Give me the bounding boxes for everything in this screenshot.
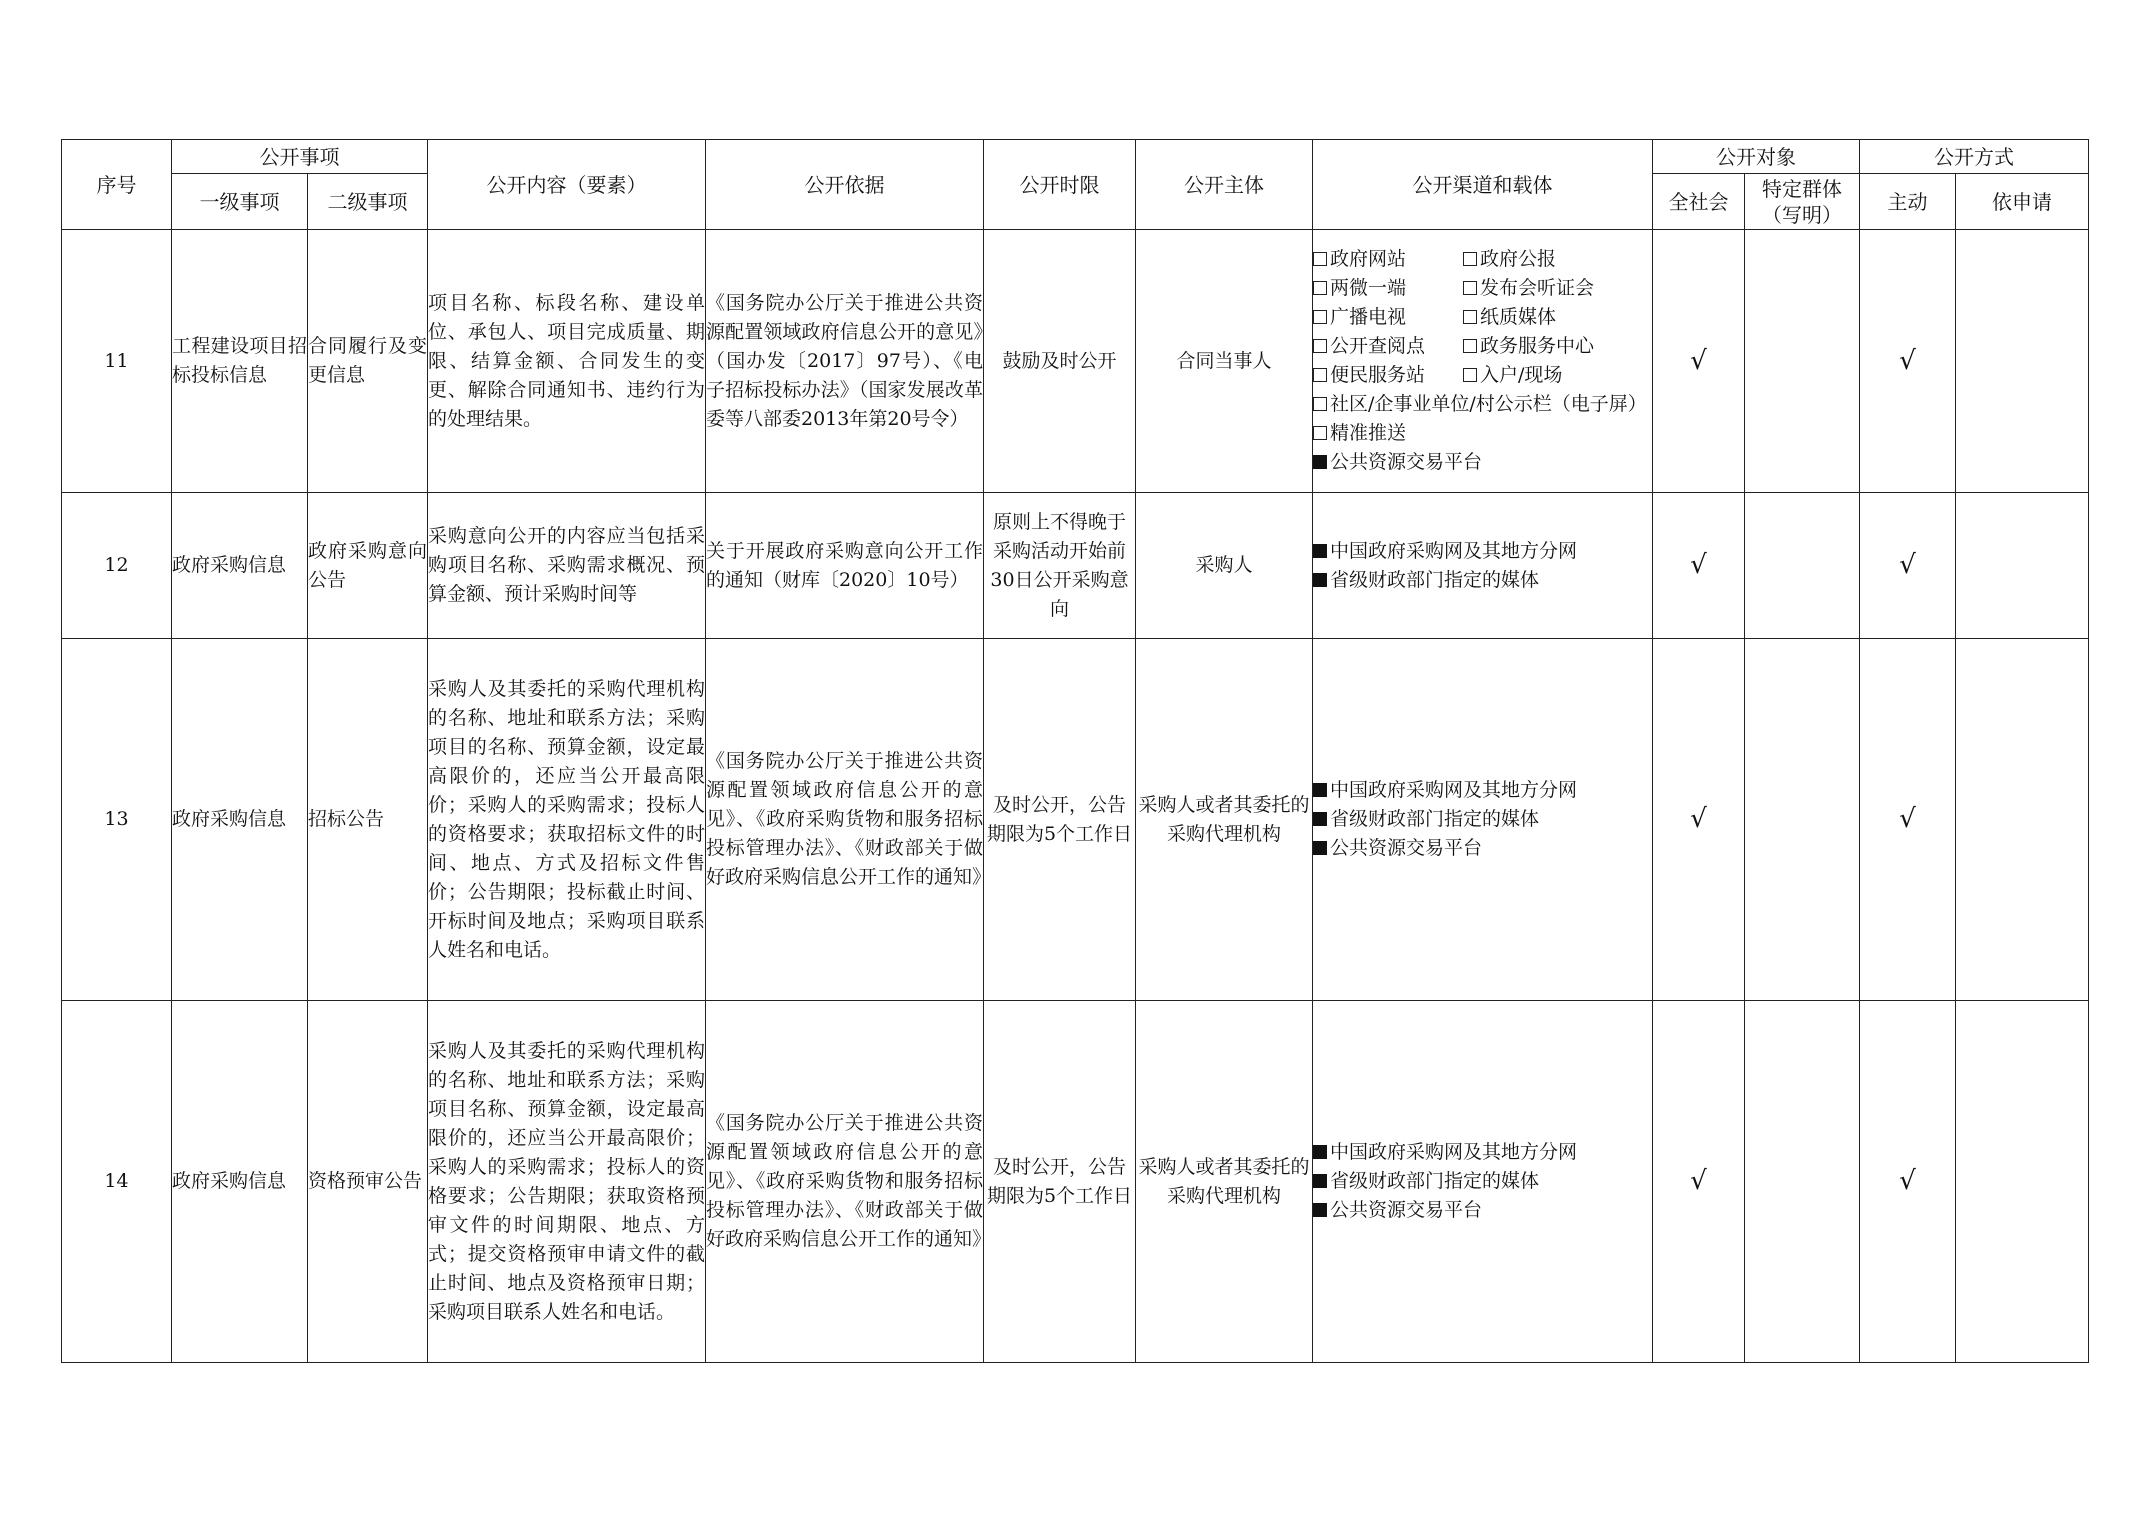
- on-request-cell: [1956, 639, 2089, 1001]
- seq-cell: 13: [62, 639, 172, 1001]
- time-cell: 原则上不得晚于采购活动开始前30日公开采购意向: [984, 493, 1136, 639]
- header-target-group: 公开对象: [1653, 140, 1860, 174]
- checkbox-empty-icon: [1313, 310, 1327, 324]
- channel-item: 入户/现场: [1463, 361, 1623, 390]
- checkbox-empty-icon: [1313, 339, 1327, 353]
- content-cell: 采购人及其委托的采购代理机构的名称、地址和联系方法；采购项目名称、预算金额，设定最高限价的，还应当公开最高限价；采购人的采购需求；投标人的资格要求；公告期限；获取资格预审文件的时间期限、地点、方式；提交资格预审申请文件的截止时间、地点及资格预审日期；采购项目联系人姓名和电话。: [428, 1001, 706, 1363]
- checkbox-filled-icon: [1313, 573, 1327, 587]
- basis-cell: 《国务院办公厅关于推进公共资源配置领域政府信息公开的意见》、《政府采购货物和服务招标投标管理办法》、《财政部关于做好政府采购信息公开工作的通知》: [706, 1001, 984, 1363]
- channel-item: 公共资源交易平台: [1313, 448, 1652, 477]
- active-check: √: [1860, 639, 1956, 1001]
- on-request-cell: [1956, 1001, 2089, 1363]
- seq-cell: 14: [62, 1001, 172, 1363]
- checkbox-filled-icon: [1313, 544, 1327, 558]
- channel-item: 纸质媒体: [1463, 303, 1623, 332]
- checkbox-empty-icon: [1313, 281, 1327, 295]
- header-row-1: [62, 140, 2089, 174]
- level2-cell: 资格预审公告: [308, 1001, 428, 1363]
- channel-cell: [1313, 230, 1653, 493]
- active-check: √: [1860, 493, 1956, 639]
- checkbox-empty-icon: [1313, 397, 1327, 411]
- header-items-group: 公开事项: [172, 140, 428, 174]
- level1-cell: 政府采购信息: [172, 493, 308, 639]
- on-request-cell: [1956, 230, 2089, 493]
- time-cell: 鼓励及时公开: [984, 230, 1136, 493]
- channel-cell: [1313, 493, 1653, 639]
- channel-item: 政务服务中心: [1463, 332, 1623, 361]
- basis-cell: 关于开展政府采购意向公开工作的通知（财库〔2020〕10号）: [706, 493, 984, 639]
- content-cell: 采购人及其委托的采购代理机构的名称、地址和联系方法；采购项目的名称、预算金额，设定最高限价的，还应当公开最高限价；采购人的采购需求；投标人的资格要求；获取招标文件的时间、地点、方式及招标文件售价；公告期限；投标截止时间、开标时间及地点；采购项目联系人姓名和电话。: [428, 639, 706, 1001]
- channel-cell: [1313, 1001, 1653, 1363]
- specific-group-cell: [1745, 230, 1860, 493]
- disclosure-table: [61, 139, 2089, 1363]
- seq-cell: 12: [62, 493, 172, 639]
- header-mode-group: 公开方式: [1860, 140, 2089, 174]
- time-cell: 及时公开，公告期限为5个工作日: [984, 639, 1136, 1001]
- header-time: 公开时限: [984, 140, 1136, 230]
- channel-item: 发布会听证会: [1463, 274, 1623, 303]
- channel-item: 中国政府采购网及其地方分网: [1313, 1138, 1652, 1167]
- channel-grid: [1313, 245, 1652, 390]
- checkbox-empty-icon: [1463, 339, 1477, 353]
- table-row: [62, 1001, 2089, 1363]
- time-cell: 及时公开，公告期限为5个工作日: [984, 1001, 1136, 1363]
- all-society-check: √: [1653, 493, 1745, 639]
- checkbox-empty-icon: [1313, 252, 1327, 266]
- checkbox-empty-icon: [1463, 252, 1477, 266]
- subject-cell: 采购人: [1136, 493, 1313, 639]
- checkbox-empty-icon: [1463, 368, 1477, 382]
- subject-cell: 采购人或者其委托的采购代理机构: [1136, 1001, 1313, 1363]
- checkbox-empty-icon: [1463, 281, 1477, 295]
- channel-item: 便民服务站: [1313, 361, 1463, 390]
- channel-item: 省级财政部门指定的媒体: [1313, 805, 1652, 834]
- on-request-cell: [1956, 493, 2089, 639]
- checkbox-empty-icon: [1463, 310, 1477, 324]
- header-level1: 一级事项: [172, 174, 308, 230]
- channel-item: 中国政府采购网及其地方分网: [1313, 776, 1652, 805]
- checkbox-empty-icon: [1313, 368, 1327, 382]
- level2-cell: 合同履行及变更信息: [308, 230, 428, 493]
- header-all-society: 全社会: [1653, 174, 1745, 230]
- checkbox-filled-icon: [1313, 1145, 1327, 1159]
- specific-group-cell: [1745, 493, 1860, 639]
- table-row: [62, 230, 2089, 493]
- subject-cell: 采购人或者其委托的采购代理机构: [1136, 639, 1313, 1001]
- channel-item: 省级财政部门指定的媒体: [1313, 1167, 1652, 1196]
- header-content: 公开内容（要素）: [428, 140, 706, 230]
- header-level2: 二级事项: [308, 174, 428, 230]
- channel-cell: [1313, 639, 1653, 1001]
- header-seq: 序号: [62, 140, 172, 230]
- header-basis: 公开依据: [706, 140, 984, 230]
- header-on-request: 依申请: [1956, 174, 2089, 230]
- level2-cell: 政府采购意向公告: [308, 493, 428, 639]
- channel-item: 社区/企事业单位/村公示栏（电子屏）: [1313, 390, 1652, 419]
- channel-item: 公共资源交易平台: [1313, 834, 1652, 863]
- specific-group-cell: [1745, 1001, 1860, 1363]
- checkbox-filled-icon: [1313, 455, 1327, 469]
- checkbox-filled-icon: [1313, 1174, 1327, 1188]
- level1-cell: 工程建设项目招标投标信息: [172, 230, 308, 493]
- channel-item: 中国政府采购网及其地方分网: [1313, 537, 1652, 566]
- level2-cell: 招标公告: [308, 639, 428, 1001]
- table-row: [62, 639, 2089, 1001]
- basis-cell: 《国务院办公厅关于推进公共资源配置领域政府信息公开的意见》、《政府采购货物和服务招标投标管理办法》、《财政部关于做好政府采购信息公开工作的通知》: [706, 639, 984, 1001]
- level1-cell: 政府采购信息: [172, 1001, 308, 1363]
- header-channel: 公开渠道和载体: [1313, 140, 1653, 230]
- checkbox-filled-icon: [1313, 812, 1327, 826]
- channel-item: 两微一端: [1313, 274, 1463, 303]
- checkbox-filled-icon: [1313, 1203, 1327, 1217]
- header-specific-group: 特定群体 （写明）: [1745, 174, 1860, 230]
- channel-item: 省级财政部门指定的媒体: [1313, 566, 1652, 595]
- checkbox-filled-icon: [1313, 783, 1327, 797]
- subject-cell: 合同当事人: [1136, 230, 1313, 493]
- specific-group-cell: [1745, 639, 1860, 1001]
- content-cell: 项目名称、标段名称、建设单位、承包人、项目完成质量、期限、结算金额、合同发生的变更、解除合同通知书、违约行为的处理结果。: [428, 230, 706, 493]
- active-check: √: [1860, 230, 1956, 493]
- basis-cell: 《国务院办公厅关于推进公共资源配置领域政府信息公开的意见》（国办发〔2017〕97号）、《电子招标投标办法》（国家发展改革委等八部委2013年第20号令）: [706, 230, 984, 493]
- all-society-check: √: [1653, 1001, 1745, 1363]
- table-row: [62, 493, 2089, 639]
- channel-item: 精准推送: [1313, 419, 1652, 448]
- header-subject: 公开主体: [1136, 140, 1313, 230]
- checkbox-empty-icon: [1313, 426, 1327, 440]
- channel-item: 政府网站: [1313, 245, 1463, 274]
- all-society-check: √: [1653, 639, 1745, 1001]
- checkbox-filled-icon: [1313, 841, 1327, 855]
- channel-item: 广播电视: [1313, 303, 1463, 332]
- content-cell: 采购意向公开的内容应当包括采购项目名称、采购需求概况、预算金额、预计采购时间等: [428, 493, 706, 639]
- active-check: √: [1860, 1001, 1956, 1363]
- header-active: 主动: [1860, 174, 1956, 230]
- level1-cell: 政府采购信息: [172, 639, 308, 1001]
- channel-item: 公共资源交易平台: [1313, 1196, 1652, 1225]
- channel-item: 政府公报: [1463, 245, 1623, 274]
- all-society-check: √: [1653, 230, 1745, 493]
- seq-cell: 11: [62, 230, 172, 493]
- channel-item: 公开查阅点: [1313, 332, 1463, 361]
